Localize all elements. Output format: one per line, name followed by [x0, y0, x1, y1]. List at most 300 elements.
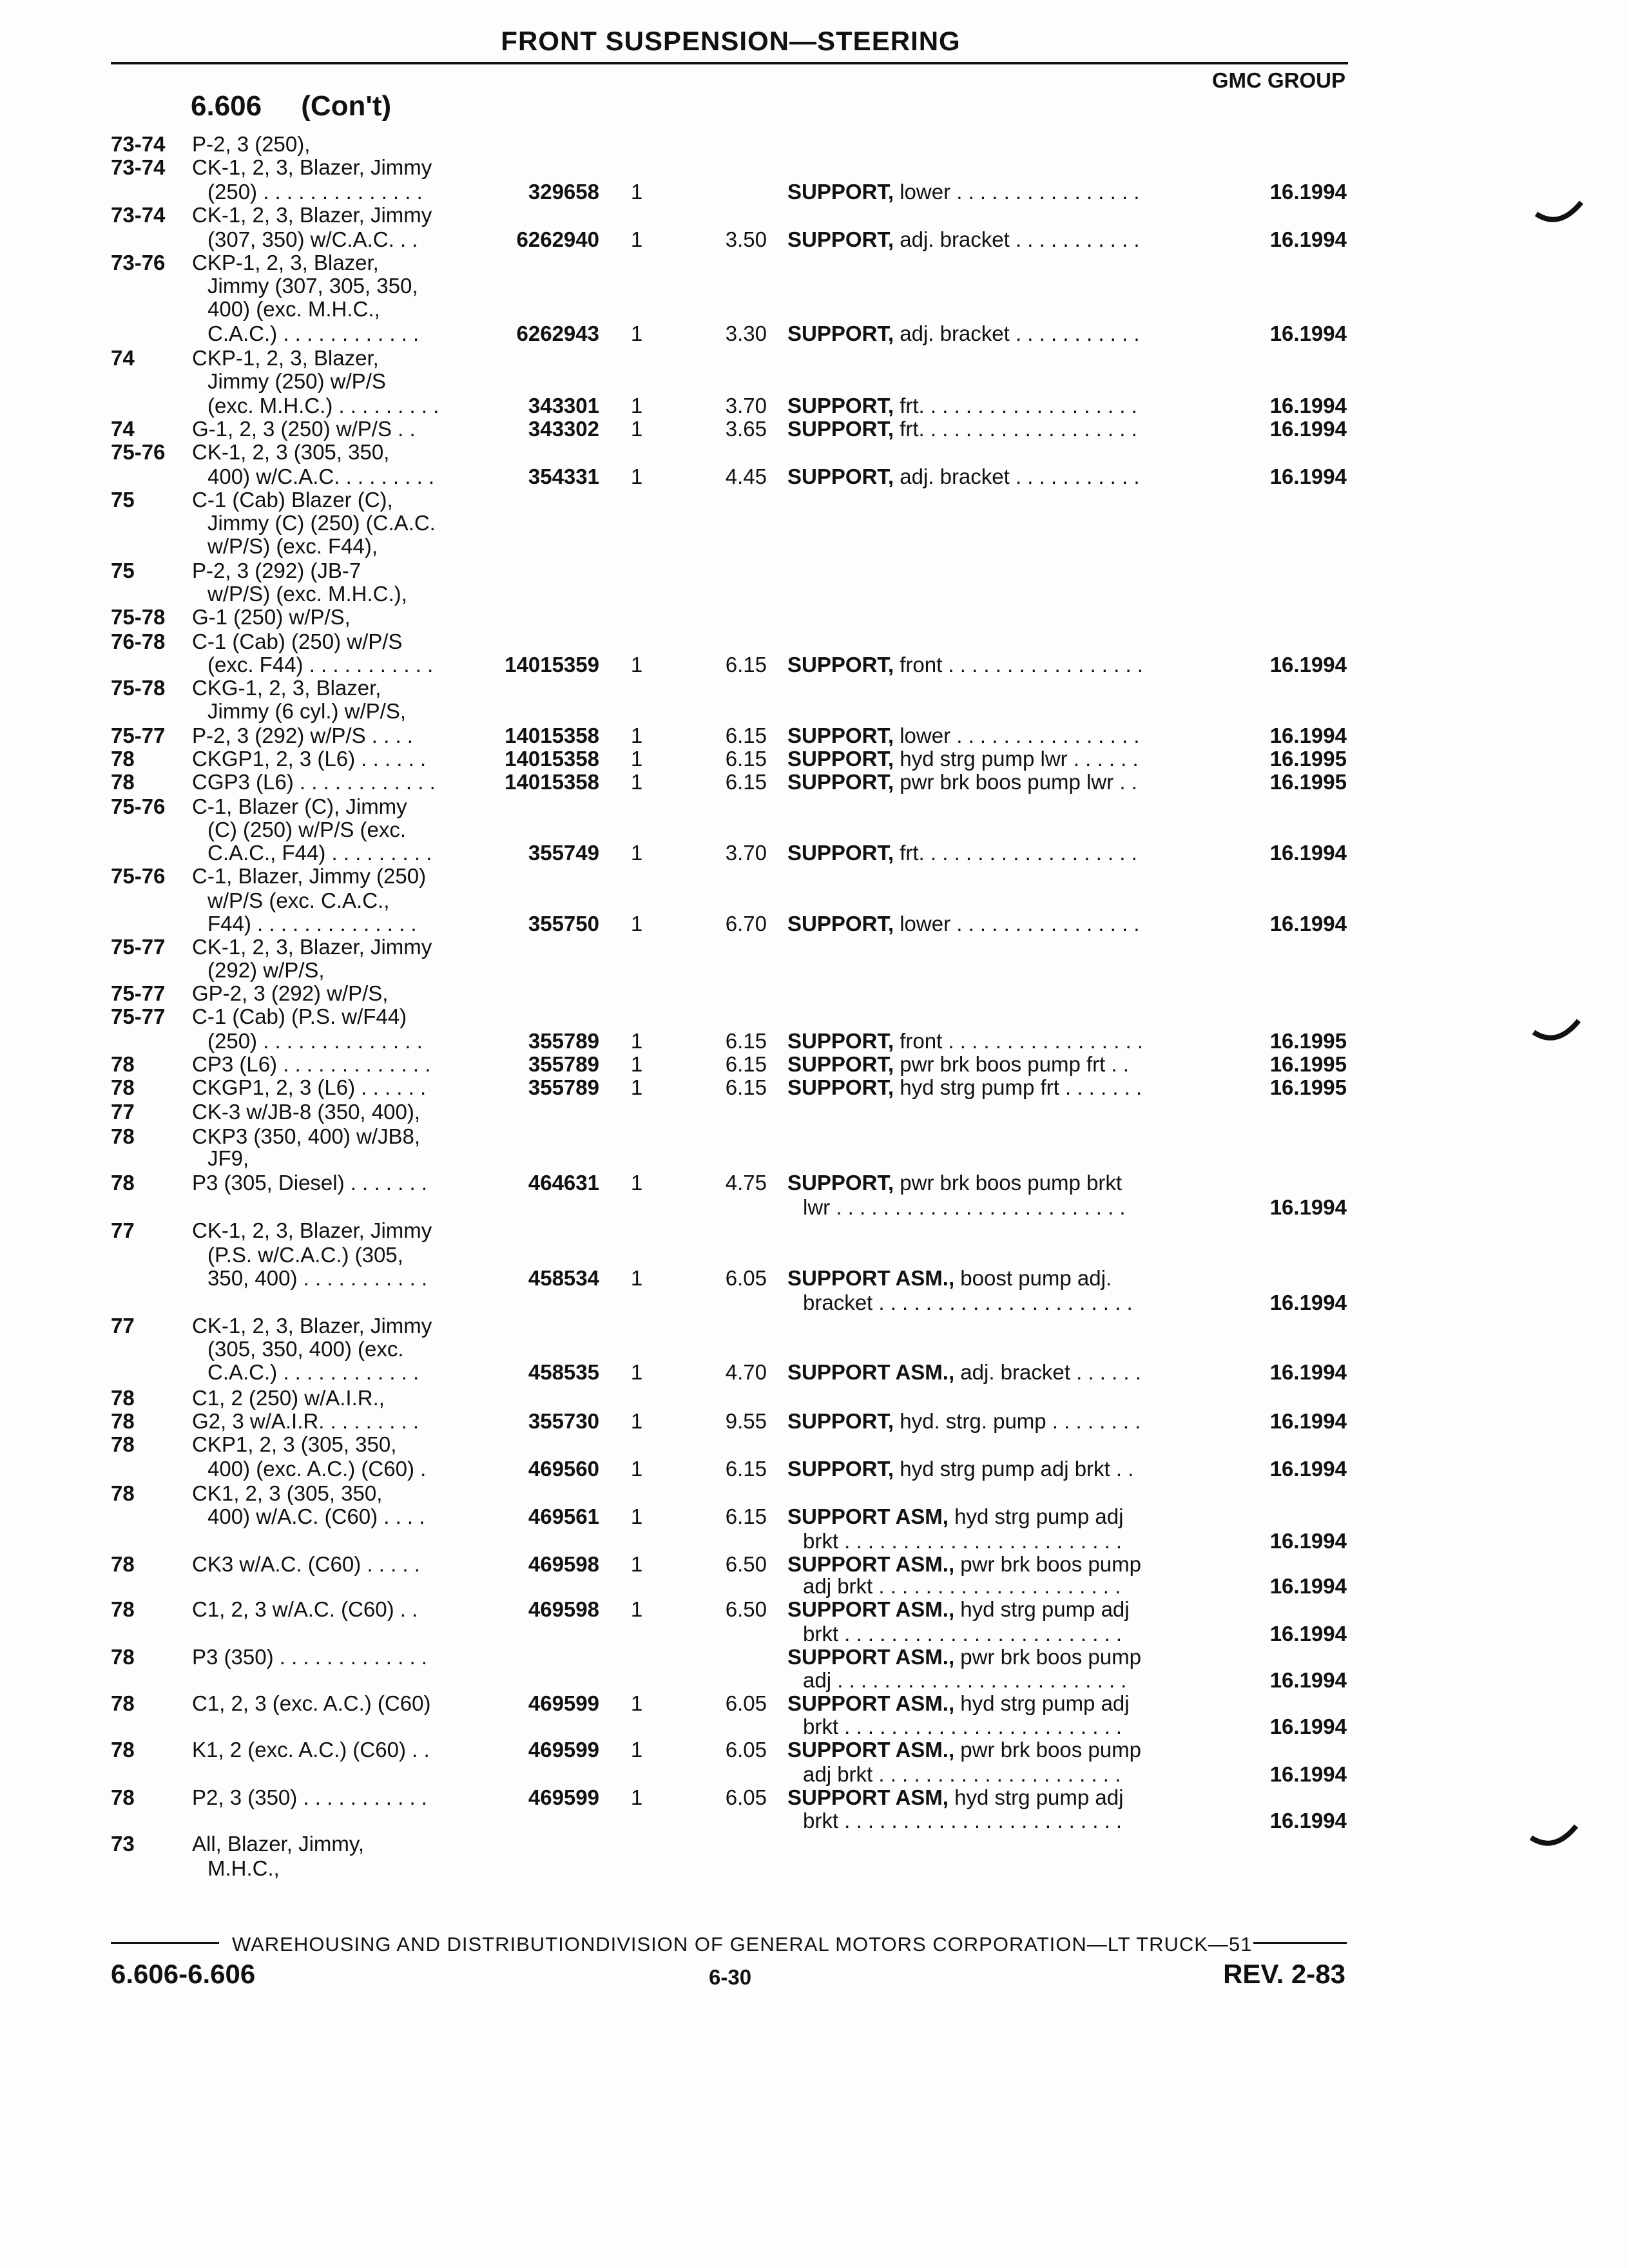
- footer-text: WAREHOUSING AND DISTRIBUTIONDIVISION OF GENERAL MOTORS CORPORATION—LT TRUCK—51: [232, 1933, 1253, 1956]
- part-detail: adj. bracket . . . . . . . . . . .: [894, 465, 1140, 488]
- application-text: CKP-1, 2, 3, Blazer,: [192, 251, 379, 274]
- table-row: [0, 1291, 1629, 1314]
- part-number: 14015358: [505, 724, 599, 747]
- part-detail: front . . . . . . . . . . . . . . . . .: [894, 1029, 1143, 1053]
- model-year: 78: [111, 1075, 135, 1099]
- application-text: K1, 2 (exc. A.C.) (C60) . .: [192, 1738, 430, 1762]
- part-name: SUPPORT ASM,: [787, 1785, 949, 1809]
- part-description: [787, 1267, 1112, 1290]
- application-text: CK-1, 2, 3, Blazer, Jimmy: [192, 203, 432, 227]
- part-number: 469598: [528, 1597, 599, 1621]
- group-number: 16.1994: [1269, 1622, 1347, 1646]
- part-number: 469599: [528, 1691, 599, 1715]
- model-year: 78: [111, 1481, 135, 1505]
- application-text: 400) (exc. A.C.) (C60) .: [207, 1457, 427, 1481]
- part-name: SUPPORT ASM.,: [787, 1597, 955, 1621]
- table-row: [0, 535, 1629, 558]
- header-rule: [111, 62, 1348, 64]
- part-name: SUPPORT ASM.,: [787, 1552, 955, 1576]
- part-number: 343302: [528, 417, 599, 441]
- application-text: M.H.C.,: [207, 1856, 280, 1880]
- application-text: C-1, Blazer, Jimmy (250): [192, 864, 427, 888]
- application-text: P-2, 3 (250),: [192, 132, 311, 156]
- table-row: [0, 653, 1629, 677]
- group-number: 16.1994: [1269, 1809, 1347, 1832]
- part-detail-continued: brkt . . . . . . . . . . . . . . . . . . . . . . . .: [803, 1529, 1123, 1553]
- application-text: CGP3 (L6) . . . . . . . . . . . .: [192, 770, 436, 794]
- part-description: [787, 912, 1139, 936]
- table-row: [0, 1053, 1629, 1076]
- price: 6.15: [725, 1052, 767, 1076]
- part-name: SUPPORT ASM.,: [787, 1266, 955, 1290]
- table-row: [0, 1832, 1629, 1856]
- part-description: [787, 1076, 1142, 1099]
- part-number: 14015358: [505, 770, 599, 794]
- part-detail-continued: brkt . . . . . . . . . . . . . . . . . . . . . . . .: [803, 1809, 1123, 1832]
- application-text: Jimmy (307, 305, 350,: [207, 274, 418, 298]
- table-row: [0, 465, 1629, 488]
- table-row: [0, 1100, 1629, 1124]
- table-row: [0, 1387, 1629, 1410]
- application-text: (305, 350, 400) (exc.: [207, 1337, 404, 1361]
- part-detail: pwr brk boos pump: [954, 1645, 1141, 1669]
- part-name: SUPPORT,: [787, 1457, 894, 1481]
- table-row: [0, 912, 1629, 936]
- application-text: w/P/S) (exc. M.H.C.),: [207, 582, 407, 606]
- part-detail: boost pump adj.: [954, 1266, 1112, 1290]
- table-row: [0, 204, 1629, 227]
- group-number: 16.1995: [1269, 1075, 1347, 1099]
- binder-ring-mark: [1531, 1018, 1583, 1050]
- model-year: 78: [111, 747, 135, 771]
- application-text: C.A.C., F44) . . . . . . . . .: [207, 841, 432, 865]
- table-row: [0, 228, 1629, 251]
- quantity: 1: [630, 1738, 643, 1762]
- quantity: 1: [630, 465, 643, 488]
- application-text: 400) w/A.C. (C60) . . . .: [207, 1504, 425, 1528]
- table-row: [0, 133, 1629, 156]
- part-name: SUPPORT,: [787, 724, 894, 747]
- model-year: 73-74: [111, 203, 166, 227]
- group-number: 16.1994: [1269, 912, 1347, 936]
- application-text: C-1 (Cab) (P.S. w/F44): [192, 1004, 407, 1028]
- price: 6.15: [725, 653, 767, 677]
- part-description: [787, 771, 1137, 794]
- table-row: [0, 370, 1629, 393]
- part-number: 355730: [528, 1409, 599, 1433]
- application-text: P2, 3 (350) . . . . . . . . . . .: [192, 1785, 427, 1809]
- group-number: 16.1994: [1269, 1409, 1347, 1433]
- footer-rule-right: [1253, 1942, 1347, 1944]
- part-name: SUPPORT,: [787, 322, 894, 345]
- part-number: 355750: [528, 912, 599, 936]
- part-detail: hyd strg pump adj: [954, 1597, 1130, 1621]
- table-row: [0, 1692, 1629, 1715]
- group-label: GMC GROUP: [1211, 68, 1345, 92]
- part-detail: adj. bracket . . . . . . . . . . .: [894, 322, 1140, 345]
- quantity: 1: [630, 724, 643, 747]
- part-description: [787, 180, 1139, 204]
- application-text: 400) w/C.A.C. . . . . . . . .: [207, 465, 435, 488]
- model-year: 75-78: [111, 676, 166, 700]
- quantity: 1: [630, 1029, 643, 1053]
- price: 9.55: [725, 1409, 767, 1433]
- table-row: [0, 1433, 1629, 1456]
- table-row: [0, 677, 1629, 700]
- part-detail: hyd strg pump adj: [948, 1504, 1124, 1528]
- part-number: 355749: [528, 841, 599, 865]
- part-number: 14015359: [505, 653, 599, 677]
- application-text: C-1 (Cab) Blazer (C),: [192, 488, 393, 512]
- part-detail: frt. . . . . . . . . . . . . . . . . . .: [894, 841, 1137, 865]
- application-text: C1, 2, 3 (exc. A.C.) (C60): [192, 1691, 431, 1715]
- price: 6.05: [725, 1738, 767, 1762]
- table-row: [0, 1361, 1629, 1384]
- table-row: [0, 1738, 1629, 1762]
- section-heading: 6.606 (Con't): [191, 90, 392, 122]
- part-name: SUPPORT,: [787, 1075, 894, 1099]
- table-row: [0, 1125, 1629, 1148]
- table-row: [0, 1505, 1629, 1528]
- table-row: [0, 488, 1629, 512]
- application-text: 350, 400) . . . . . . . . . . .: [207, 1266, 428, 1290]
- model-year: 75-78: [111, 605, 166, 629]
- table-row: [0, 771, 1629, 794]
- application-text: C.A.C.) . . . . . . . . . . . .: [207, 1360, 419, 1384]
- application-text: CK-3 w/JB-8 (350, 400),: [192, 1100, 420, 1124]
- group-number: 16.1994: [1269, 1715, 1347, 1738]
- part-description: [787, 724, 1139, 747]
- table-row: [0, 865, 1629, 888]
- group-number: 16.1994: [1269, 724, 1347, 747]
- part-name: SUPPORT,: [787, 1029, 894, 1053]
- application-text: CK-1, 2, 3, Blazer, Jimmy: [192, 935, 432, 959]
- model-year: 74: [111, 346, 135, 370]
- part-name: SUPPORT ASM,: [787, 1504, 949, 1528]
- part-description: [787, 1738, 1141, 1762]
- group-number: 16.1994: [1269, 1574, 1347, 1598]
- model-year: 77: [111, 1314, 135, 1338]
- model-year: 75-77: [111, 935, 166, 959]
- table-row: [0, 180, 1629, 204]
- part-description: [787, 322, 1140, 345]
- part-description: [787, 1692, 1130, 1715]
- model-year: 78: [111, 1738, 135, 1762]
- application-text: (exc. M.H.C.) . . . . . . . . .: [207, 394, 439, 418]
- application-text: CK-1, 2, 3, Blazer, Jimmy: [192, 1314, 432, 1338]
- application-text: C1, 2 (250) w/A.I.R.,: [192, 1386, 385, 1410]
- price: 6.50: [725, 1597, 767, 1621]
- part-name: SUPPORT,: [787, 1409, 894, 1433]
- application-text: CK-1, 2, 3 (305, 350,: [192, 440, 390, 464]
- part-number: 6262940: [516, 227, 599, 251]
- part-detail: hyd strg pump frt . . . . . . .: [894, 1075, 1142, 1099]
- table-row: [0, 1553, 1629, 1576]
- part-detail-continued: adj . . . . . . . . . . . . . . . . . . . . . . . . .: [803, 1668, 1127, 1692]
- part-detail-continued: brkt . . . . . . . . . . . . . . . . . . . . . . . .: [803, 1622, 1123, 1646]
- table-row: [0, 1809, 1629, 1832]
- application-text: (292) w/P/S,: [207, 958, 325, 982]
- quantity: 1: [630, 912, 643, 936]
- table-row: [0, 1005, 1629, 1028]
- part-name: SUPPORT,: [787, 1052, 894, 1076]
- application-text: CK1, 2, 3 (305, 350,: [192, 1481, 383, 1505]
- table-row: [0, 700, 1629, 723]
- application-text: (P.S. w/C.A.C.) (305,: [207, 1243, 403, 1267]
- part-name: SUPPORT,: [787, 912, 894, 936]
- price: 6.15: [725, 747, 767, 771]
- application-text: P3 (350) . . . . . . . . . . . . .: [192, 1645, 427, 1669]
- model-year: 75-77: [111, 981, 166, 1005]
- part-description: [787, 1553, 1141, 1576]
- part-detail: frt. . . . . . . . . . . . . . . . . . .: [894, 417, 1137, 441]
- table-row: [0, 559, 1629, 582]
- part-detail: pwr brk boos pump: [954, 1552, 1141, 1576]
- part-number: 14015358: [505, 747, 599, 771]
- model-year: 73-74: [111, 132, 166, 156]
- model-year: 73-76: [111, 251, 166, 274]
- application-text: CKGP1, 2, 3 (L6) . . . . . .: [192, 747, 427, 771]
- application-text: C-1 (Cab) (250) w/P/S: [192, 629, 403, 653]
- part-detail: hyd strg pump adj: [954, 1691, 1130, 1715]
- application-text: All, Blazer, Jimmy,: [192, 1832, 365, 1856]
- part-number: 458535: [528, 1360, 599, 1384]
- quantity: 1: [630, 1691, 643, 1715]
- part-detail: front . . . . . . . . . . . . . . . . .: [894, 653, 1143, 677]
- table-row: [0, 747, 1629, 771]
- part-number: 343301: [528, 394, 599, 418]
- table-row: [0, 1457, 1629, 1481]
- part-number: 355789: [528, 1052, 599, 1076]
- part-name: SUPPORT,: [787, 465, 894, 488]
- application-text: (250) . . . . . . . . . . . . . .: [207, 180, 423, 204]
- application-text: C-1, Blazer (C), Jimmy: [192, 794, 407, 818]
- part-number: 6262943: [516, 322, 599, 345]
- price: 6.15: [725, 1504, 767, 1528]
- part-description: [787, 1030, 1143, 1053]
- model-year: 75-76: [111, 440, 166, 464]
- table-row: [0, 322, 1629, 345]
- price: 4.70: [725, 1360, 767, 1384]
- table-row: [0, 936, 1629, 959]
- quantity: 1: [630, 1457, 643, 1481]
- table-row: [0, 1267, 1629, 1290]
- application-text: CK-1, 2, 3, Blazer, Jimmy: [192, 155, 432, 179]
- model-year: 78: [111, 770, 135, 794]
- application-text: Jimmy (6 cyl.) w/P/S,: [207, 699, 407, 723]
- part-description: [787, 1598, 1130, 1621]
- price: 6.70: [725, 912, 767, 936]
- binder-ring-mark: [1534, 200, 1585, 232]
- part-description: [787, 747, 1139, 771]
- model-year: 75-77: [111, 1004, 166, 1028]
- application-text: G2, 3 w/A.I.R. . . . . . . . .: [192, 1409, 419, 1433]
- application-text: P-2, 3 (292) (JB-7: [192, 559, 361, 582]
- part-detail: hyd strg pump lwr . . . . . .: [894, 747, 1139, 771]
- model-year: 78: [111, 1552, 135, 1576]
- part-number: 469561: [528, 1504, 599, 1528]
- table-row: [0, 1196, 1629, 1219]
- application-text: w/P/S) (exc. F44),: [207, 534, 378, 558]
- part-number: 354331: [528, 465, 599, 488]
- application-text: CK-1, 2, 3, Blazer, Jimmy: [192, 1218, 432, 1242]
- part-name: SUPPORT ASM.,: [787, 1645, 955, 1669]
- model-year: 78: [111, 1785, 135, 1809]
- group-number: 16.1994: [1269, 841, 1347, 865]
- part-detail: pwr brk boos pump frt . .: [894, 1052, 1130, 1076]
- part-detail: pwr brk boos pump: [954, 1738, 1141, 1762]
- part-detail: adj. bracket . . . . . . . . . . .: [894, 227, 1140, 251]
- table-row: [0, 347, 1629, 370]
- model-year: 78: [111, 1124, 135, 1148]
- table-row: [0, 1244, 1629, 1267]
- part-detail-continued: bracket . . . . . . . . . . . . . . . . . . . . . .: [803, 1291, 1133, 1314]
- application-text: C1, 2, 3 w/A.C. (C60) . .: [192, 1597, 418, 1621]
- quantity: 1: [630, 1597, 643, 1621]
- table-row: [0, 795, 1629, 818]
- part-name: SUPPORT,: [787, 747, 894, 771]
- table-row: [0, 1219, 1629, 1242]
- part-number: 469599: [528, 1738, 599, 1762]
- application-text: CKP1, 2, 3 (305, 350,: [192, 1432, 397, 1456]
- quantity: 1: [630, 1409, 643, 1433]
- application-text: Jimmy (250) w/P/S: [207, 369, 386, 393]
- price: 6.15: [725, 1457, 767, 1481]
- part-name: SUPPORT ASM.,: [787, 1691, 955, 1715]
- part-name: SUPPORT ASM.,: [787, 1360, 955, 1384]
- part-detail-continued: adj brkt . . . . . . . . . . . . . . . . . . . . .: [803, 1574, 1121, 1598]
- price: 6.05: [725, 1266, 767, 1290]
- model-year: 75-76: [111, 794, 166, 818]
- table-row: [0, 298, 1629, 321]
- table-row: [0, 1314, 1629, 1338]
- table-row: [0, 1669, 1629, 1692]
- model-year: 75-76: [111, 864, 166, 888]
- part-description: [787, 418, 1137, 441]
- table-row: [0, 1410, 1629, 1433]
- table-row: [0, 630, 1629, 653]
- price: 6.05: [725, 1785, 767, 1809]
- price: 6.15: [725, 1029, 767, 1053]
- quantity: 1: [630, 322, 643, 345]
- page-number: 6-30: [709, 1965, 752, 1989]
- part-name: SUPPORT,: [787, 770, 894, 794]
- application-text: Jimmy (C) (250) (C.A.C.: [207, 511, 436, 535]
- application-text: (250) . . . . . . . . . . . . . .: [207, 1029, 423, 1053]
- part-number: 469560: [528, 1457, 599, 1481]
- part-detail: frt. . . . . . . . . . . . . . . . . . .: [894, 394, 1137, 418]
- model-year: 78: [111, 1409, 135, 1433]
- application-text: CKG-1, 2, 3, Blazer,: [192, 676, 381, 700]
- table-row: [0, 1030, 1629, 1053]
- table-row: [0, 418, 1629, 441]
- price: 6.15: [725, 1075, 767, 1099]
- quantity: 1: [630, 1052, 643, 1076]
- group-number: 16.1994: [1269, 1668, 1347, 1692]
- table-row: [0, 251, 1629, 274]
- table-row: [0, 724, 1629, 747]
- quantity: 1: [630, 1360, 643, 1384]
- table-row: [0, 1171, 1629, 1195]
- application-text: JF9,: [207, 1146, 249, 1170]
- model-year: 75: [111, 559, 135, 582]
- quantity: 1: [630, 1552, 643, 1576]
- group-number: 16.1994: [1269, 180, 1347, 204]
- group-number: 16.1994: [1269, 394, 1347, 418]
- table-row: [0, 1575, 1629, 1598]
- price: 6.50: [725, 1552, 767, 1576]
- group-number: 16.1994: [1269, 417, 1347, 441]
- part-number: 458534: [528, 1266, 599, 1290]
- part-description: [787, 465, 1140, 488]
- table-row: [0, 1857, 1629, 1880]
- part-number: 469599: [528, 1785, 599, 1809]
- group-number: 16.1994: [1269, 1457, 1347, 1481]
- table-row: [0, 274, 1629, 298]
- group-number: 16.1995: [1269, 1052, 1347, 1076]
- part-name: SUPPORT,: [787, 227, 894, 251]
- table-row: [0, 1763, 1629, 1786]
- model-year: 78: [111, 1386, 135, 1410]
- part-number: 329658: [528, 180, 599, 204]
- part-detail: hyd strg pump adj: [948, 1785, 1124, 1809]
- model-year: 77: [111, 1100, 135, 1124]
- application-text: CP3 (L6) . . . . . . . . . . . . .: [192, 1052, 431, 1076]
- part-detail: hyd strg pump adj brkt . .: [894, 1457, 1134, 1481]
- part-name: SUPPORT,: [787, 180, 894, 204]
- price: 3.50: [725, 227, 767, 251]
- application-text: CKP3 (350, 400) w/JB8,: [192, 1124, 421, 1148]
- quantity: 1: [630, 1504, 643, 1528]
- quantity: 1: [630, 841, 643, 865]
- price: 3.70: [725, 841, 767, 865]
- group-number: 16.1994: [1269, 653, 1347, 677]
- part-detail: hyd. strg. pump . . . . . . . .: [894, 1409, 1141, 1433]
- model-year: 76-78: [111, 629, 166, 653]
- table-row: [0, 982, 1629, 1005]
- part-detail: adj. bracket . . . . . .: [954, 1360, 1141, 1384]
- binder-ring-mark: [1528, 1823, 1580, 1856]
- application-text: w/P/S (exc. C.A.C.,: [207, 889, 390, 912]
- model-year: 74: [111, 417, 135, 441]
- table-row: [0, 1530, 1629, 1553]
- price: 3.65: [725, 417, 767, 441]
- application-text: CK3 w/A.C. (C60) . . . . .: [192, 1552, 420, 1576]
- quantity: 1: [630, 227, 643, 251]
- table-row: [0, 394, 1629, 418]
- part-description: [787, 228, 1140, 251]
- model-year: 73: [111, 1832, 135, 1856]
- part-description: [787, 1361, 1141, 1384]
- table-row: [0, 1622, 1629, 1646]
- part-detail-continued: brkt . . . . . . . . . . . . . . . . . . . . . . . .: [803, 1715, 1123, 1738]
- model-year: 78: [111, 1645, 135, 1669]
- part-number: 469598: [528, 1552, 599, 1576]
- part-detail-continued: lwr . . . . . . . . . . . . . . . . . . . . . . . . .: [803, 1195, 1126, 1219]
- part-description: [787, 1171, 1122, 1195]
- revision-label: REV. 2-83: [1223, 1959, 1345, 1989]
- model-year: 75-77: [111, 724, 166, 747]
- part-detail: pwr brk boos pump brkt: [894, 1171, 1123, 1195]
- table-row: [0, 1338, 1629, 1361]
- model-year: 78: [111, 1691, 135, 1715]
- model-year: 73-74: [111, 155, 166, 179]
- part-description: [787, 1786, 1123, 1809]
- group-number: 16.1994: [1269, 1360, 1347, 1384]
- price: 4.45: [725, 465, 767, 488]
- group-number: 16.1995: [1269, 770, 1347, 794]
- price: 6.15: [725, 770, 767, 794]
